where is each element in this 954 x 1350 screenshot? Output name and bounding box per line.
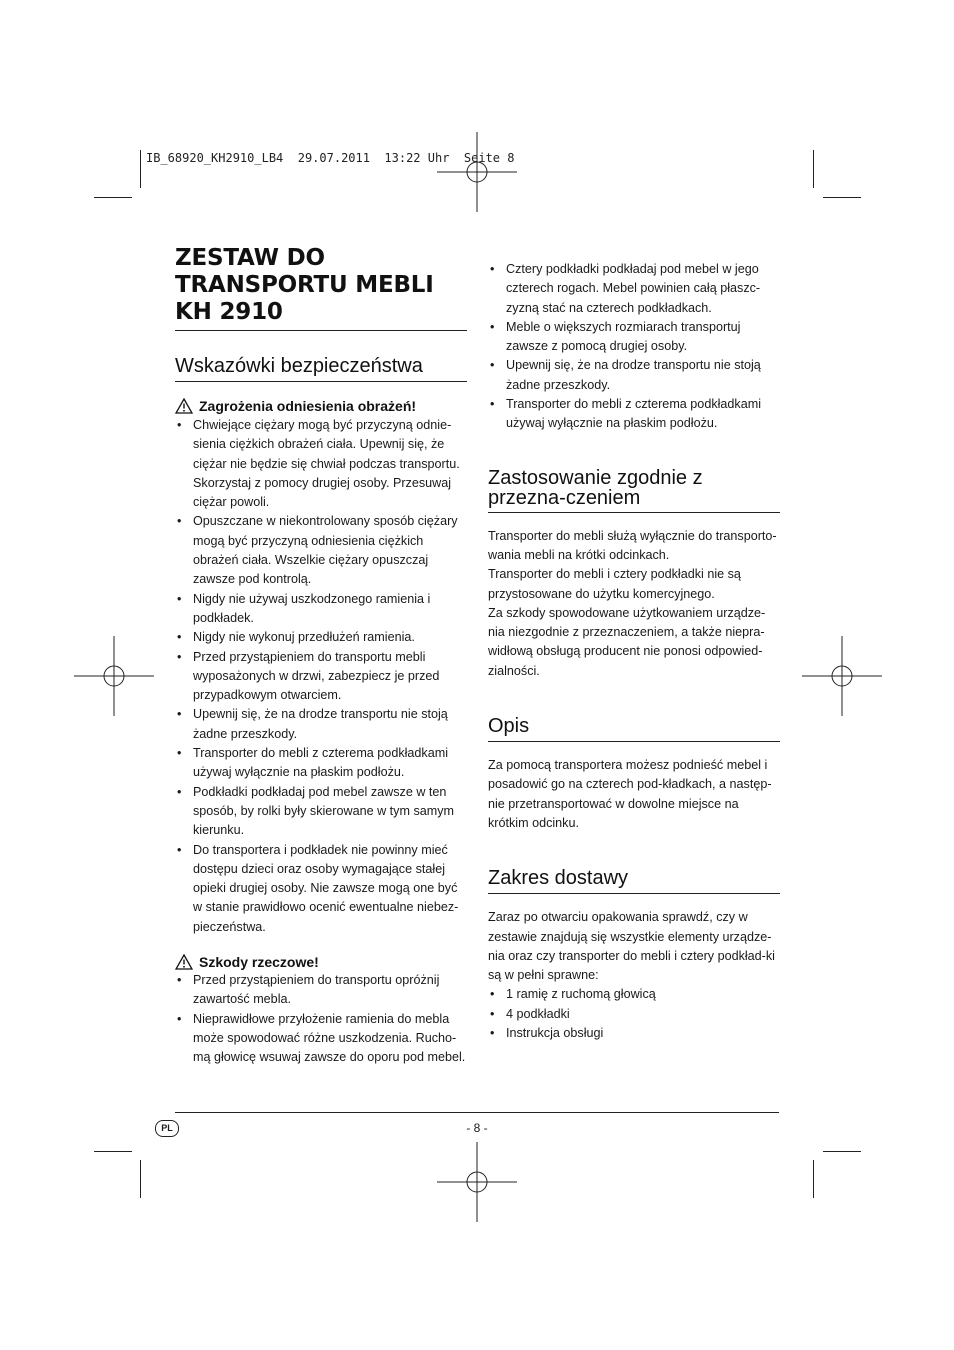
section-divider	[488, 741, 780, 742]
registration-mark-icon	[437, 1142, 517, 1222]
list-item: • Transporter do mebli z czterema podkładkami używaj wyłącznie na płaskim podłożu.	[175, 744, 467, 783]
list-item: • Instrukcja obsługi	[488, 1024, 780, 1043]
list-item: • Opuszczane w niekontrolowany sposób ciężary mogą być przyczyną odniesienia ciężkich obrażeń ciała. Wszelkie ciężary opuszczaj zawsze pod kontrolą.	[175, 512, 467, 589]
section-divider	[488, 893, 780, 894]
list-item: • Nigdy nie wykonuj przedłużeń ramienia.	[175, 628, 467, 647]
crop-mark	[140, 150, 141, 188]
crop-mark	[813, 150, 814, 188]
list-item: • 4 podkładki	[488, 1005, 780, 1024]
intended-use-text: Transporter do mebli służą wyłącznie do transporto-wania mebli na krótki odcinkach. Transporter do mebli i cztery podkładki nie są przystosowane do użytku komercyjnego. Za szkody spowodowane użytkowaniem urządze-nia niezgodnie z przeznaczeniem, a także niepra-widłową obsługą producent nie ponosi odpowied-zialności.	[488, 528, 777, 678]
list-item: • Cztery podkładki podkładaj pod mebel w jego czterech rogach. Mebel powinien całą płaszc-zyzną stać na czterech podkładkach.	[488, 260, 780, 318]
crop-mark	[823, 1151, 861, 1152]
registration-mark-icon	[74, 636, 154, 716]
list-item: • Nigdy nie używaj uszkodzonego ramienia i podkładek.	[175, 590, 467, 629]
footer-divider	[175, 1112, 779, 1113]
section-divider	[488, 512, 780, 513]
section-divider	[175, 381, 467, 382]
list-item: • 1 ramię z ruchomą głowicą	[488, 985, 780, 1004]
intended-use-heading: Zastosowanie zgodnie z przezna-czeniem	[488, 466, 703, 509]
language-badge: PL	[155, 1120, 179, 1137]
list-item: • Chwiejące ciężary mogą być przyczyną odnie-sienia ciężkich obrażeń ciała. Upewnij się, że ciężar nie będzie się chwiał podczas transportu. Skorzystaj z pomocy drugiej osoby. Przesuwaj ciężar powoli.	[175, 416, 467, 512]
print-slug: IB_68920_KH2910_LB4 29.07.2011 13:22 Uhr Seite 8	[146, 151, 515, 165]
delivery-list	[488, 985, 780, 1043]
list-item: • Transporter do mebli z czterema podkładkami używaj wyłącznie na płaskim podłożu.	[488, 395, 780, 434]
property-damage-list-continued	[488, 260, 780, 434]
registration-mark-icon	[437, 132, 517, 212]
right-column	[488, 260, 780, 1043]
crop-mark	[823, 197, 861, 198]
safety-heading: Wskazówki bezpieczeństwa	[175, 355, 423, 377]
injury-warning-list	[175, 416, 467, 937]
crop-mark	[94, 197, 132, 198]
crop-mark	[813, 1160, 814, 1198]
page-number: - 8 -	[466, 1121, 488, 1135]
property-damage-heading: Szkody rzeczowe!	[175, 953, 467, 971]
list-item: • Podkładki podkładaj pod mebel zawsze w ten sposób, by rolki były skierowane w tym samym kierunku.	[175, 783, 467, 841]
title-divider	[175, 330, 467, 331]
delivery-intro: Zaraz po otwarciu opakowania sprawdź, czy w zestawie znajdują się wszystkie elementy urządze-nia oraz czy transporter do mebli i cztery podkład-ki są w pełni sprawne:	[488, 910, 775, 983]
list-item: • Meble o większych rozmiarach transportuj zawsze z pomocą drugiej osoby.	[488, 318, 780, 357]
list-item: • Upewnij się, że na drodze transportu nie stoją żadne przeszkody.	[488, 356, 780, 395]
list-item: • Nieprawidłowe przyłożenie ramienia do mebla może spowodować różne uszkodzenia. Rucho-mą głowicę wsuwaj zawsze do oporu pod mebel.	[175, 1010, 467, 1068]
crop-mark	[94, 1151, 132, 1152]
warning-triangle-icon	[175, 954, 193, 970]
warning-triangle-icon	[175, 398, 193, 414]
description-text: Za pomocą transportera możesz podnieść mebel i posadowić go na czterech pod-kładkach, a następ-nie przetransportować w dowolne miejsce na krótkim odcinku.	[488, 758, 772, 830]
left-column	[175, 245, 467, 1068]
crop-mark	[140, 1160, 141, 1198]
description-heading: Opis	[488, 715, 530, 738]
list-item: • Przed przystąpieniem do transportu mebli wyposażonych w drzwi, zabezpiecz je przed przypadkowym otwarciem.	[175, 648, 467, 706]
registration-mark-icon	[802, 636, 882, 716]
injury-warning-heading: Zagrożenia odniesienia obrażeń!	[175, 397, 467, 415]
list-item: • Upewnij się, że na drodze transportu nie stoją żadne przeszkody.	[175, 705, 467, 744]
list-item: • Do transportera i podkładek nie powinny mieć dostępu dzieci oraz osoby wymagające stałej opieki drugiej osoby. Nie zawsze mogą one być w stanie prawidłowo ocenić ewentualne niebez-pieczeństwa.	[175, 841, 467, 937]
page-title: ZESTAW DO TRANSPORTU MEBLI KH 2910	[175, 245, 434, 325]
property-damage-list	[175, 971, 467, 1067]
list-item: • Przed przystąpieniem do transportu opróżnij zawartość mebla.	[175, 971, 467, 1010]
delivery-heading: Zakres dostawy	[488, 867, 629, 890]
